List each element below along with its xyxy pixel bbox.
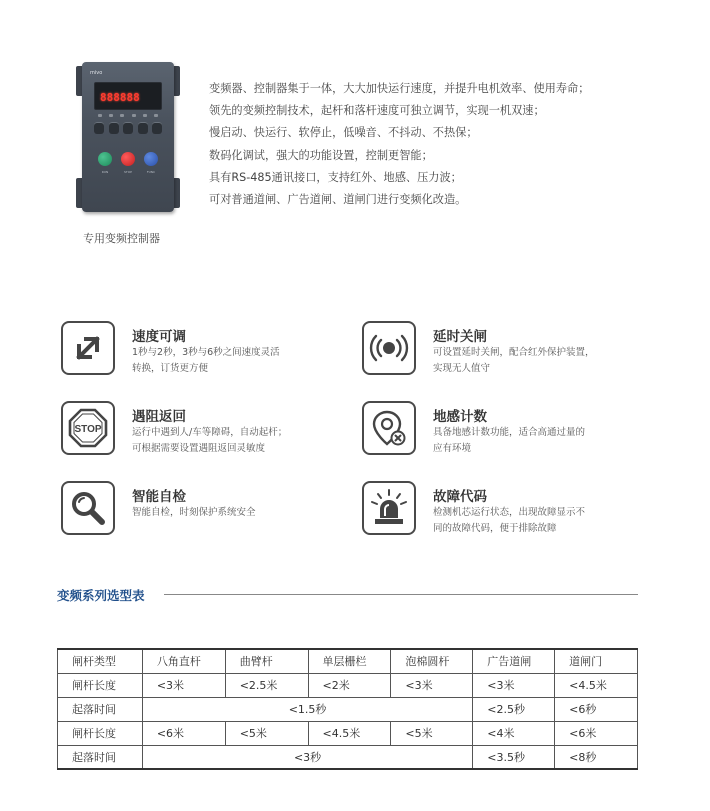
table-cell: <4.5米 [555, 673, 638, 697]
run-button-icon [98, 152, 112, 166]
table-cell: 广告道闸 [473, 649, 555, 673]
func-label: FUNC [146, 170, 156, 174]
table-cell: <2.5米 [225, 673, 308, 697]
table-cell: <3米 [142, 673, 225, 697]
table-cell: <3.5秒 [473, 745, 555, 769]
status-leds [98, 114, 158, 118]
resize-arrows-icon [61, 321, 115, 375]
table-cell: <4.5米 [308, 721, 391, 745]
card-fault-code [362, 481, 652, 541]
feature-item: 变频器、控制器集于一体，大大加快运行速度，并提升电机效率、使用寿命； [209, 82, 590, 95]
table-cell: <3米 [391, 673, 473, 697]
table-row [58, 721, 638, 745]
card-desc [433, 345, 643, 377]
table-cell: 道闸门 [555, 649, 638, 673]
feature-item: 具有RS-485通讯接口，支持红外、地感、压力波； [209, 170, 462, 184]
section-divider [164, 594, 638, 595]
table-cell: 八角直杆 [142, 649, 225, 673]
table-cell: 单层栅栏 [308, 649, 391, 673]
card-desc [433, 425, 643, 457]
card-desc-line: 应有环境 [433, 443, 472, 454]
device-caption: 专用变频控制器 [83, 232, 160, 245]
table-cell: <2米 [308, 673, 391, 697]
run-label: RUN [101, 170, 109, 174]
table-cell: <5米 [391, 721, 473, 745]
table-cell: <8秒 [555, 745, 638, 769]
card-desc-line: 可设置延时关闸，配合红外保护装置， [433, 347, 595, 358]
card-obstacle-return [61, 401, 351, 461]
led-digits: 888888 [100, 91, 140, 104]
card-desc-line: 运行中遇到人/车等障碍，自动起杆； [132, 427, 288, 438]
table-cell: <3米 [473, 673, 555, 697]
card-delayed-close [362, 321, 652, 381]
card-desc-line: 同的故障代码，便于排除故障 [433, 523, 557, 534]
frequency-controller-image [76, 62, 180, 212]
card-desc-line: 转换，订货更方便 [132, 363, 209, 374]
table-cell: 泡棉圆杆 [391, 649, 473, 673]
led-display [94, 82, 162, 110]
card-desc [132, 345, 342, 377]
table-header-row [58, 649, 638, 673]
stop-button-icon [121, 152, 135, 166]
table-cell: 曲臂杆 [225, 649, 308, 673]
feature-item: 可对普通道闸、广告道闸、道闸门进行变频化改造。 [209, 193, 467, 207]
magnifier-icon [61, 481, 115, 535]
table-row [58, 697, 638, 721]
card-title: 延时关闸 [433, 329, 487, 345]
table-cell: <6秒 [555, 697, 638, 721]
card-desc [132, 425, 342, 457]
signal-waves-icon [362, 321, 416, 375]
stop-sign-icon [61, 401, 115, 455]
stop-sign-text: STOP [74, 424, 102, 435]
card-desc-line: 可根据需要设置遇阻返回灵敏度 [132, 443, 266, 454]
table-merged-cell: <3秒 [142, 745, 472, 769]
card-self-check [61, 481, 351, 541]
alarm-beacon-icon [362, 481, 416, 535]
table-cell: <6米 [142, 721, 225, 745]
card-desc-line: 1秒与2秒，3秒与6秒之间速度灵活 [132, 347, 280, 358]
feature-list [209, 78, 589, 211]
device-brand: mivo [90, 70, 103, 76]
location-pin-icon [362, 401, 416, 455]
card-title: 速度可调 [132, 329, 186, 345]
card-title: 故障代码 [433, 489, 487, 505]
table-row [58, 745, 638, 769]
card-desc [433, 505, 643, 537]
table-cell: <4米 [473, 721, 555, 745]
table-cell: <6米 [555, 721, 638, 745]
table-merged-cell: <1.5秒 [142, 697, 472, 721]
func-button-icon [144, 152, 158, 166]
section-title: 变频系列选型表 [57, 588, 145, 603]
table-cell: 起落时间 [58, 745, 143, 769]
selection-table [57, 648, 638, 770]
card-title: 地感计数 [433, 409, 487, 425]
card-desc [132, 505, 342, 521]
table-cell: <5米 [225, 721, 308, 745]
card-title: 智能自检 [132, 489, 186, 505]
table-cell: 闸杆类型 [58, 649, 143, 673]
feature-item: 领先的变频控制技术，起杆和落杆速度可独立调节，实现一机双速； [209, 104, 545, 118]
card-desc-line: 智能自检，时刻保护系统安全 [132, 507, 256, 518]
card-desc-line: 具备地感计数功能，适合高通过量的 [433, 427, 586, 438]
table-cell: 闸杆长度 [58, 721, 143, 745]
table-cell: 起落时间 [58, 697, 143, 721]
stop-label: STOP [124, 170, 132, 174]
table-cell: 闸杆长度 [58, 673, 143, 697]
feature-item: 数码化调试，强大的功能设置，控制更智能； [209, 148, 433, 162]
card-desc-line: 实现无人值守 [433, 363, 491, 374]
table-cell: <2.5秒 [473, 697, 555, 721]
card-speed-adjustable [61, 321, 351, 381]
feature-item: 慢启动、快运行、软停止，低噪音、不抖动、不热保； [209, 126, 478, 140]
card-desc-line: 检测机芯运行状态，出现故障显示不 [433, 507, 586, 518]
card-ground-count [362, 401, 652, 461]
keypad [94, 122, 162, 134]
card-title: 遇阻返回 [132, 409, 186, 425]
table-row [58, 673, 638, 697]
